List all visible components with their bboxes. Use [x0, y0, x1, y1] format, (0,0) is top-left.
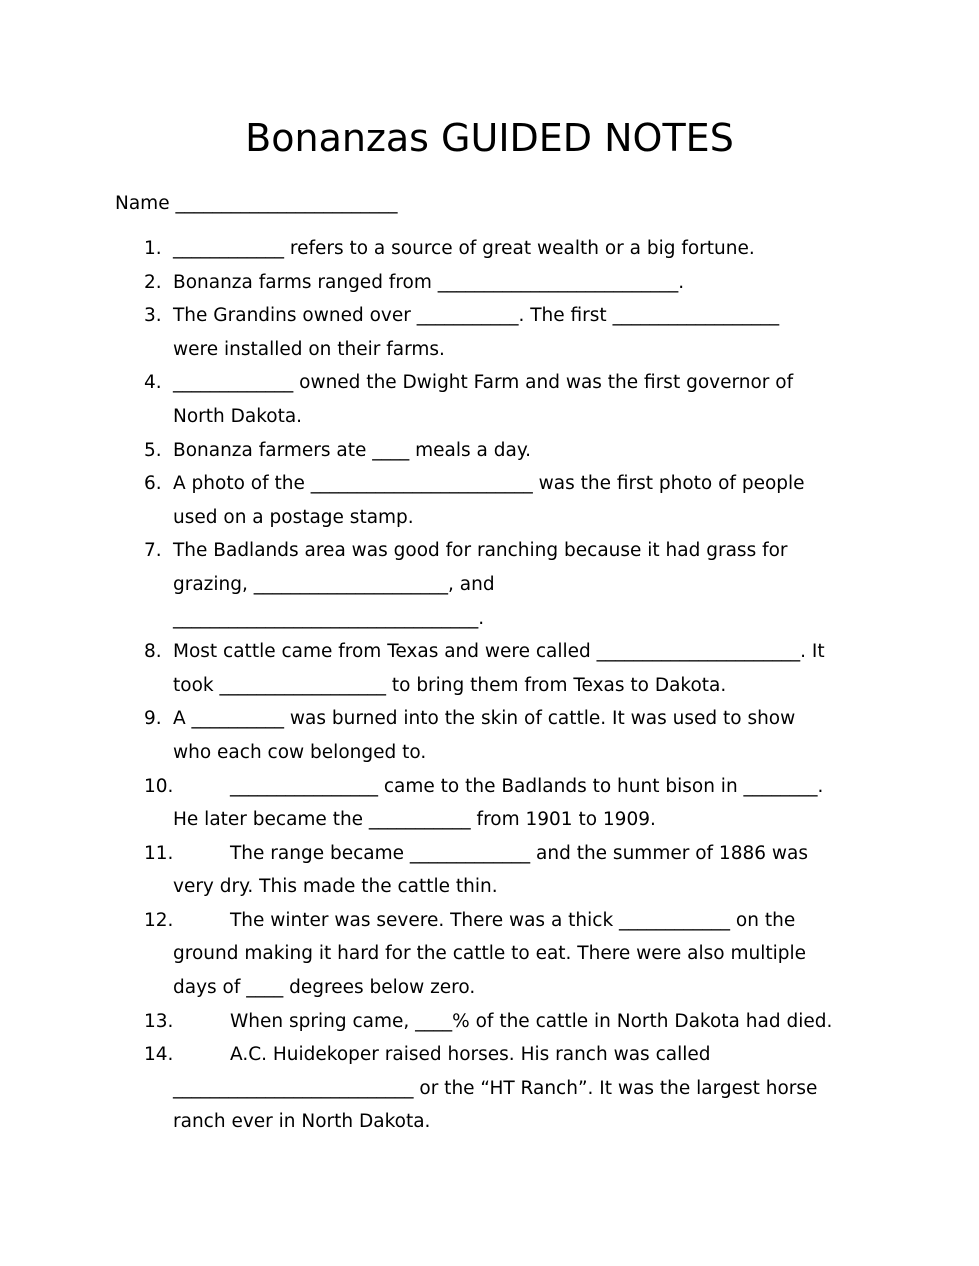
item-line: ground making it hard for the cattle to eat. There were also multiple	[173, 943, 807, 965]
item-number: 1.	[144, 238, 162, 259]
list-item	[0, 837, 979, 904]
list-item	[0, 434, 979, 468]
item-text	[173, 299, 873, 366]
item-text	[173, 702, 873, 769]
item-line: The Badlands area was good for ranching because it had grass for	[173, 540, 788, 562]
item-line: ranch ever in North Dakota.	[173, 1111, 431, 1133]
item-line: He later became the ___________ from 1901 to 1909.	[173, 809, 656, 831]
item-line: The range became _____________ and the summer of 1886 was	[230, 842, 808, 864]
item-number: 5.	[144, 439, 162, 461]
item-line: The winter was severe. There was a thick ____________ on the	[230, 909, 796, 931]
item-number: 14.	[144, 1044, 174, 1066]
item-line: took __________________ to bring them from Texas to Dakota.	[173, 674, 727, 696]
list-item	[0, 534, 979, 635]
item-text	[173, 904, 873, 1005]
item-number: 12.	[144, 909, 174, 931]
item-number: 6.	[144, 473, 162, 495]
item-text	[173, 467, 873, 534]
item-text	[173, 266, 873, 300]
item-text	[173, 770, 873, 837]
list-item	[0, 232, 979, 266]
list-item	[0, 635, 979, 702]
item-line: were installed on their farms.	[173, 338, 445, 360]
page-title: Bonanzas GUIDED NOTES	[245, 116, 734, 160]
list-item	[0, 904, 979, 1005]
item-line: _________________________________.	[173, 607, 485, 629]
name-field: Name ________________________	[115, 193, 398, 214]
list-item	[0, 1005, 979, 1039]
item-line: North Dakota.	[173, 405, 303, 427]
item-text	[173, 635, 873, 702]
item-number: 10.	[144, 775, 174, 797]
list-item	[0, 1038, 979, 1139]
item-line: Most cattle came from Texas and were called ______________________. It	[173, 641, 825, 663]
item-text	[173, 1005, 873, 1039]
item-line: Bonanza farms ranged from __________________________.	[173, 271, 685, 293]
item-number: 2.	[144, 271, 162, 293]
question-list	[0, 232, 979, 1139]
item-number: 11.	[144, 842, 174, 864]
item-line: __________________________ or the “HT Ranch”. It was the largest horse	[173, 1077, 818, 1099]
item-line: very dry. This made the cattle thin.	[173, 876, 498, 898]
item-number: 9.	[144, 708, 162, 730]
item-line: When spring came, ____% of the cattle in North Dakota had died.	[230, 1010, 833, 1032]
item-text	[173, 837, 873, 904]
item-line: _____________ owned the Dwight Farm and was the first governor of	[173, 372, 794, 394]
item-line: ________________ came to the Badlands to hunt bison in ________.	[230, 775, 824, 797]
item-number: 8.	[144, 641, 162, 663]
item-line: grazing, _____________________, and	[173, 573, 495, 595]
item-line: A.C. Huidekoper raised horses. His ranch was called	[230, 1044, 711, 1066]
item-line: Bonanza farmers ate ____ meals a day.	[173, 439, 532, 461]
item-line: A __________ was burned into the skin of cattle. It was used to show	[173, 708, 796, 730]
item-line: The Grandins owned over ___________. The first __________________	[173, 305, 780, 327]
list-item	[0, 299, 979, 366]
item-text	[173, 534, 873, 635]
item-number: 4.	[144, 372, 162, 394]
item-line: who each cow belonged to.	[173, 741, 427, 763]
list-item	[0, 366, 979, 433]
item-line: days of ____ degrees below zero.	[173, 977, 476, 999]
item-number: 3.	[144, 305, 162, 327]
item-line: A photo of the ________________________ was the first photo of people	[173, 473, 805, 495]
item-number: 13.	[144, 1010, 174, 1032]
list-item	[0, 702, 979, 769]
item-text	[173, 366, 873, 433]
item-text	[173, 1038, 873, 1139]
item-text	[173, 232, 873, 266]
list-item	[0, 266, 979, 300]
item-number: 7.	[144, 540, 162, 562]
item-text	[173, 434, 873, 468]
item-line: ____________ refers to a source of great wealth or a big fortune.	[173, 238, 755, 259]
list-item	[0, 467, 979, 534]
item-line: used on a postage stamp.	[173, 506, 414, 528]
list-item	[0, 770, 979, 837]
